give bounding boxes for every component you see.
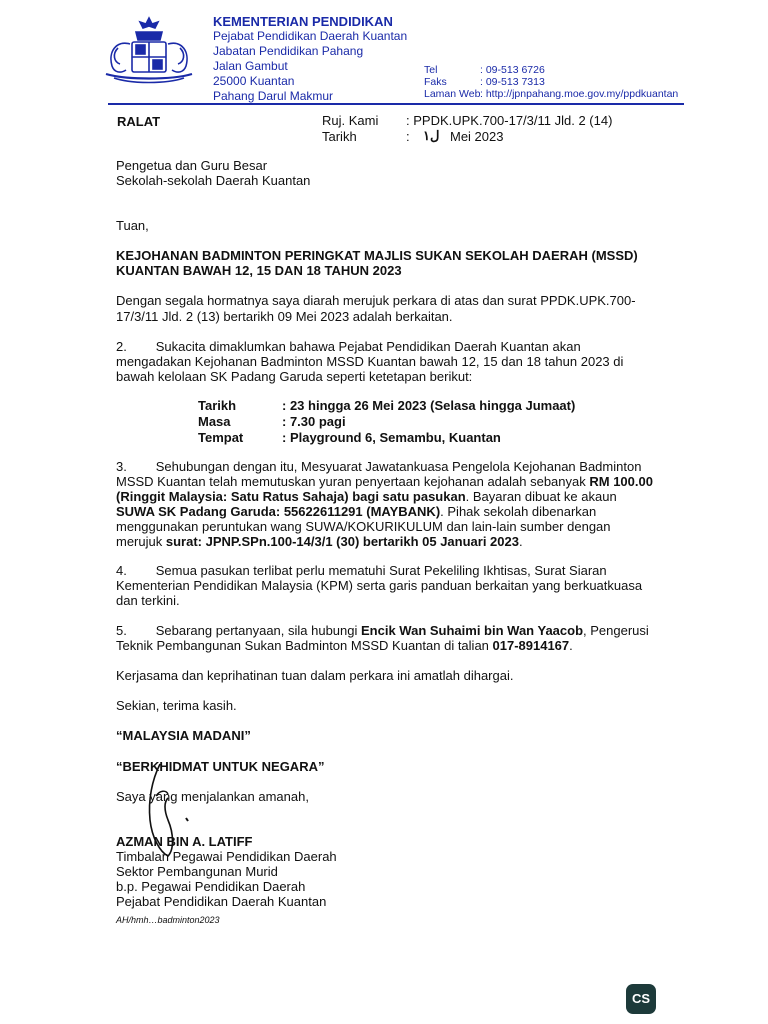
fee-words: (Ringgit Malaysia: Satu Ratus Sahaja) bagi satu pasukan	[116, 489, 466, 504]
ralat-label: RALAT	[117, 114, 161, 129]
schedule-value: : 7.30 pagi	[282, 414, 346, 429]
reference-letter: surat: JPNP.SPn.100-14/3/1 (30) bertarikh 05 Januari 2023	[165, 534, 519, 549]
salutation: Tuan,	[116, 218, 149, 233]
tarikh-colon: :	[406, 129, 410, 144]
para5-line	[116, 638, 573, 654]
address-line: 25000 Kuantan	[213, 74, 295, 88]
ministry-name: KEMENTERIAN PENDIDIKAN	[213, 14, 393, 29]
schedule-label: Tarikh	[198, 398, 237, 413]
signatory-title: Timbalan Pegawai Pendidikan Daerah	[116, 849, 337, 864]
tarikh-day-handwritten: ل١	[423, 128, 440, 143]
letter-title: KUANTAN BAWAH 12, 15 DAN 18 TAHUN 2023	[116, 263, 402, 278]
address-line: Jalan Gambut	[213, 59, 288, 73]
para2-line: 2. Sukacita dimaklumkan bahawa Pejabat Pendidikan Daerah Kuantan akan	[116, 339, 581, 354]
schedule-block	[198, 398, 575, 446]
para3-text: . Pihak sekolah dibenarkan	[440, 504, 597, 519]
jata-negara-crest-icon	[96, 14, 202, 86]
para4-line: dan terkini.	[116, 593, 180, 608]
contact-phone: 017-8914167	[492, 638, 570, 653]
address-line: Pejabat Pendidikan Daerah Kuantan	[213, 29, 408, 43]
contact-person: Encik Wan Suhaimi bin Wan Yaacob	[361, 623, 584, 638]
para5-text: , Pengerusi	[583, 623, 649, 638]
para5-line	[116, 623, 649, 639]
footer-reference: AH/hmh…badminton2023	[116, 915, 220, 925]
para5-text: 5. Sebarang pertanyaan, sila hubungi	[116, 623, 362, 638]
para3-line	[116, 489, 617, 505]
signatory-name: AZMAN BIN A. LATIFF	[116, 834, 253, 849]
web-link[interactable]: : http://jpnpahang.moe.gov.my/ppdkuantan	[480, 88, 679, 100]
letterhead-address	[213, 14, 407, 104]
recipient-line: Pengetua dan Guru Besar	[116, 158, 268, 173]
address-line: Jabatan Pendidikan Pahang	[213, 44, 364, 58]
letter-title: KEJOHANAN BADMINTON PERINGKAT MAJLIS SUKAN SEKOLAH DAERAH (MSSD)	[116, 248, 638, 263]
address-line: Pahang Darul Makmur	[213, 89, 334, 103]
para5-text: .	[569, 638, 573, 653]
para3-line: 3. Sehubungan dengan itu, Mesyuarat Jawatankuasa Pengelola Kejohanan Badminton	[116, 459, 642, 474]
header-divider	[108, 103, 684, 105]
fax-value: : 09-513 7313	[480, 76, 545, 88]
para3-line: menggunakan peruntukan wang SUWA/KOKURIKULUM dan lain-lain sumber dengan	[116, 519, 611, 534]
para2-line: bawah kelolaan SK Padang Garuda seperti ketetapan berikut:	[116, 369, 473, 384]
para3-text: .	[518, 534, 523, 549]
amanah-line: Saya yang menjalankan amanah,	[116, 789, 309, 804]
para2-line: mengadakan Kejohanan Badminton MSSD Kuantan bawah 12, 15 dan 18 tahun 2023 di	[116, 354, 624, 369]
signatory-title: Sektor Pembangunan Murid	[116, 864, 278, 879]
intro-line: Dengan segala hormatnya saya diarah merujuk perkara di atas dan surat PPDK.UPK.700-	[116, 293, 636, 308]
tel-label: Tel	[424, 64, 438, 76]
para3-text: merujuk	[116, 534, 166, 549]
tarikh-month-year: Mei 2023	[450, 129, 504, 144]
tarikh-label: Tarikh	[322, 129, 357, 144]
para3-text: MSSD Kuantan telah memutuskan yuran penyertaan kejohanan adalah sebanyak	[116, 474, 590, 489]
ruj-value: : PPDK.UPK.700-17/3/11 Jld. 2 (14)	[406, 113, 613, 128]
web-label: Laman Web	[424, 88, 481, 100]
fee-amount: RM 100.00	[589, 474, 653, 489]
bank-account: SUWA SK Padang Garuda: 55622611291 (MAYBANK)	[116, 504, 441, 519]
recipient-line: Sekolah-sekolah Daerah Kuantan	[116, 173, 311, 188]
closing-line: Sekian, terima kasih.	[116, 698, 237, 713]
fax-label: Faks	[424, 76, 447, 88]
tel-value: : 09-513 6726	[480, 64, 545, 76]
para3-line	[116, 534, 523, 550]
signatory-title: Pejabat Pendidikan Daerah Kuantan	[116, 894, 327, 909]
intro-line: 17/3/11 Jld. 2 (13) bertarikh 09 Mei 2023 adalah berkaitan.	[116, 309, 453, 324]
para4-line: Kementerian Pendidikan Malaysia (KPM) serta garis panduan berkaitan yang berkuatkuasa	[116, 578, 643, 593]
schedule-label: Masa	[198, 414, 231, 429]
closing-line: Kerjasama dan keprihatinan tuan dalam perkara ini amatlah dihargai.	[116, 668, 514, 683]
para3-text: . Bayaran dibuat ke akaun	[465, 489, 617, 504]
motto: “MALAYSIA MADANI”	[116, 728, 251, 743]
para4-line: 4. Semua pasukan terlibat perlu mematuhi Surat Pekeliling Ikhtisas, Surat Siaran	[116, 563, 607, 578]
para3-line	[116, 474, 653, 490]
signatory-title: b.p. Pegawai Pendidikan Daerah	[116, 879, 306, 894]
schedule-label: Tempat	[198, 430, 244, 445]
para3-line	[116, 504, 596, 520]
schedule-value: : 23 hingga 26 Mei 2023 (Selasa hingga Jumaat)	[282, 398, 576, 413]
schedule-value: : Playground 6, Semambu, Kuantan	[282, 430, 501, 445]
motto: “BERKHIDMAT UNTUK NEGARA”	[116, 759, 325, 774]
ruj-label: Ruj. Kami	[322, 113, 379, 128]
camscanner-logo-icon: CS	[626, 984, 656, 1014]
contact-info	[424, 64, 678, 100]
para5-text: Teknik Pembangunan Sukan Badminton MSSD Kuantan di talian	[116, 638, 493, 653]
